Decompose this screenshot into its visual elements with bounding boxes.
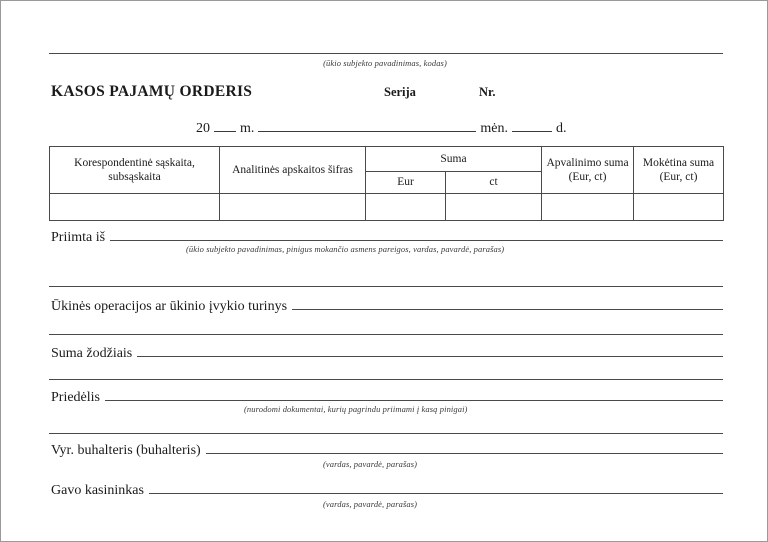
turinys-continuation-rule — [49, 334, 723, 335]
gavo-kasininkas-caption: (vardas, pavardė, parašas) — [323, 499, 418, 509]
table-header-analytic: Analitinės apskaitos šifras — [220, 147, 366, 194]
serija-label: Serija — [384, 85, 416, 99]
year-input-blank[interactable] — [214, 119, 236, 132]
table-header-rounding: Apvalinimo suma (Eur, ct) — [542, 147, 634, 194]
month-suffix: mėn. — [480, 121, 508, 136]
gavo-kasininkas-field — [51, 482, 723, 499]
suma-zodziais-continuation-rule — [49, 379, 723, 380]
suma-zodziais-input[interactable] — [137, 345, 723, 357]
priimta-is-continuation-rule — [49, 286, 723, 287]
turinys-field — [51, 298, 723, 315]
nr-label: Nr. — [479, 85, 496, 99]
entity-name-rule — [49, 53, 723, 54]
priedelis-label: Priedėlis — [51, 390, 100, 405]
cell-correspondent[interactable] — [50, 194, 220, 221]
entity-name-caption: (ūkio subjekto pavadinimas, kodas) — [323, 58, 447, 68]
vyr-buhalteris-label: Vyr. buhalteris (buhalteris) — [51, 443, 201, 458]
vyr-buhalteris-field — [51, 442, 723, 459]
cell-ct[interactable] — [446, 194, 542, 221]
priedelis-caption: (nurodomi dokumentai, kurių pagrindu priimami į kasą pinigai) — [244, 404, 468, 414]
turinys-label: Ūkinės operacijos ar ūkinio įvykio turinys — [51, 299, 288, 314]
turinys-input[interactable] — [292, 298, 723, 310]
table-header-ct: ct — [446, 171, 542, 193]
priedelis-input[interactable] — [105, 389, 723, 401]
suma-zodziais-field — [51, 345, 723, 362]
priimta-is-caption: (ūkio subjekto pavadinimas, pinigus mokančio asmens pareigos, vardas, pavardė, parašas) — [186, 244, 505, 254]
gavo-kasininkas-input[interactable] — [149, 482, 723, 494]
amounts-table — [49, 146, 724, 221]
cell-eur[interactable] — [366, 194, 446, 221]
table-header-suma: Suma — [366, 147, 542, 172]
cell-rounding[interactable] — [542, 194, 634, 221]
vyr-buhalteris-input[interactable] — [206, 442, 723, 454]
table-header-correspondent: Korespondentinė sąskaita, subsąskaita — [50, 147, 220, 194]
priimta-is-label: Priimta iš — [51, 230, 106, 245]
date-line — [196, 119, 567, 137]
day-input-blank[interactable] — [512, 119, 552, 132]
priedelis-continuation-rule — [49, 433, 723, 434]
year-prefix: 20 — [196, 121, 210, 136]
priimta-is-input[interactable] — [110, 229, 723, 241]
cell-analytic[interactable] — [220, 194, 366, 221]
table-row — [50, 194, 724, 221]
vyr-buhalteris-caption: (vardas, pavardė, parašas) — [323, 459, 418, 469]
day-suffix: d. — [556, 121, 567, 136]
table-header-eur: Eur — [366, 171, 446, 193]
suma-zodziais-label: Suma žodžiais — [51, 346, 133, 361]
month-input-blank[interactable] — [258, 119, 476, 132]
year-suffix: m. — [240, 121, 255, 136]
page-title: KASOS PAJAMŲ ORDERIS — [51, 83, 253, 100]
table-header-payable: Mokėtina suma (Eur, ct) — [634, 147, 724, 194]
gavo-kasininkas-label: Gavo kasininkas — [51, 483, 144, 498]
cell-payable[interactable] — [634, 194, 724, 221]
